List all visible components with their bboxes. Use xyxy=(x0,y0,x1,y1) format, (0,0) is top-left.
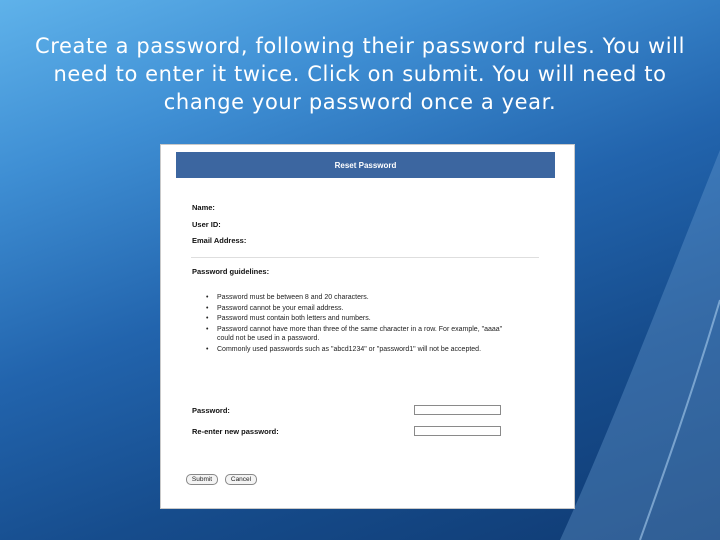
submit-button[interactable]: Submit xyxy=(186,474,218,485)
list-item: • Password must be between 8 and 20 characters. xyxy=(206,294,369,301)
password-label: Password: xyxy=(192,406,230,415)
email-address-label: Email Address: xyxy=(192,236,247,245)
list-item: • Commonly used passwords such as "abcd1234" or "password1" will not be accepted. xyxy=(206,345,482,353)
reset-password-header: Reset Password xyxy=(176,152,555,178)
reenter-password-label: Re-enter new password: xyxy=(192,427,279,436)
password-input[interactable] xyxy=(414,405,501,415)
password-guidelines-label: Password guidelines: xyxy=(192,267,270,276)
slide-caption: Create a password, following their password rules. You will need to enter it twice. Click on submit. You will need to change your password once a year. xyxy=(34,34,686,114)
divider xyxy=(191,257,539,258)
password-guidelines-list xyxy=(206,293,506,355)
user-id-label: User ID: xyxy=(192,220,221,229)
list-item: • Password must contain both letters and numbers. xyxy=(206,315,371,322)
list-item: • Password cannot be your email address. xyxy=(206,304,344,312)
cancel-button[interactable]: Cancel xyxy=(225,474,257,485)
list-item: • Password cannot have more than three of the same character in a row. For example, "aaaa" could not be used in a password. xyxy=(206,325,503,342)
reenter-password-input[interactable] xyxy=(414,426,501,436)
reset-password-screenshot xyxy=(160,144,575,509)
name-label: Name: xyxy=(192,203,215,212)
